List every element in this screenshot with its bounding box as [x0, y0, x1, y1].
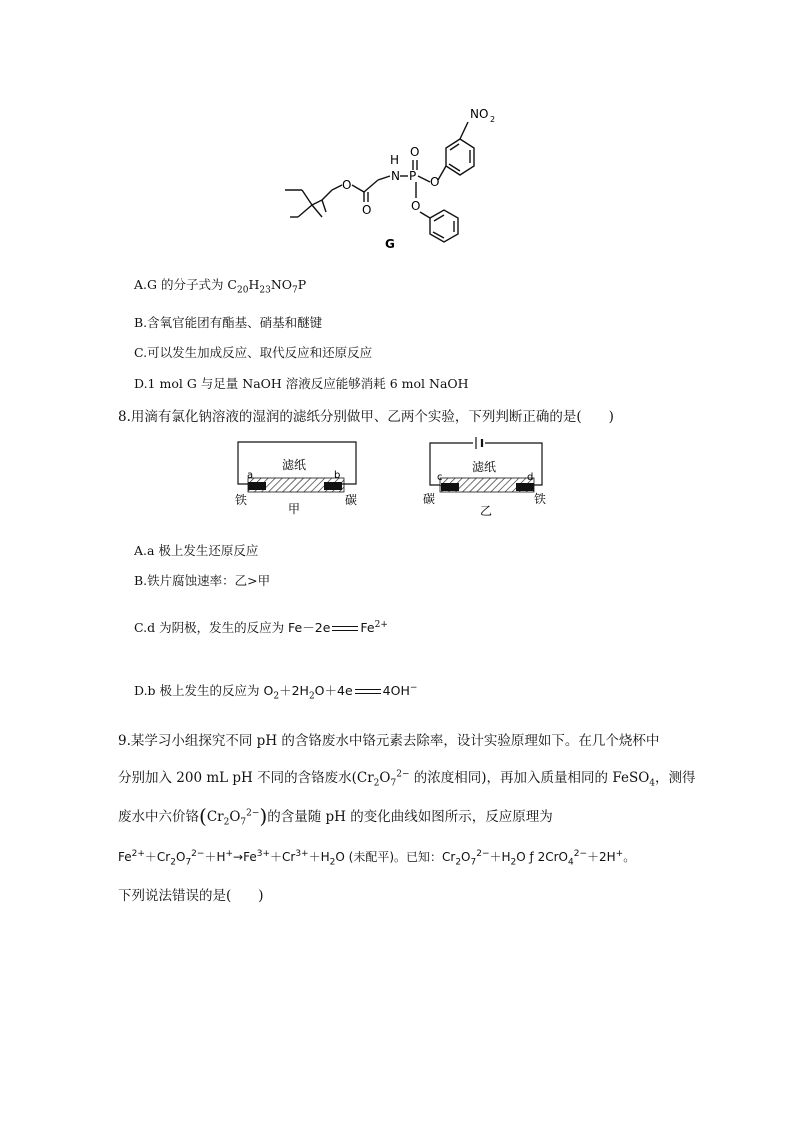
q9-l4-sub5: 7 — [470, 857, 477, 868]
q8-d-eq4: 4OH — [382, 683, 410, 698]
q9-l3-a: 废水中六价铬 — [118, 809, 199, 825]
molecule-name: G — [385, 237, 395, 251]
p-o-phenyl-label: O — [411, 199, 421, 213]
q8-c-eq2: Fe — [360, 620, 375, 635]
q7-a-h: H — [248, 277, 260, 292]
q8-d-s1: 2 — [273, 691, 280, 702]
q9-l4-m: 。 — [623, 850, 636, 864]
nh-n-label: N — [391, 169, 400, 183]
q9-l3-b: 的含量随 pH 的变化曲线如图所示，反应原理为 — [267, 809, 553, 825]
q8-diagram-yi — [420, 435, 555, 520]
carbonyl-o-label: O — [362, 203, 372, 217]
q9-l4-sup5: 3+ — [295, 849, 309, 859]
jia-electrode-b: b — [334, 470, 341, 481]
q9-l4-k: O ƒ 2CrO — [516, 850, 568, 864]
jia-name: 甲 — [288, 502, 301, 516]
jia-electrode-a: a — [247, 470, 254, 481]
q8-option-c — [134, 618, 388, 636]
jia-paper-label: 滤纸 — [282, 458, 307, 472]
nitro-label: NO — [470, 107, 489, 121]
q9-l4-i: O — [461, 850, 471, 864]
jia-right-metal: 碳 — [345, 493, 358, 507]
q7-a-sub2: 23 — [259, 285, 271, 296]
q7-option-c: C.可以发生加成反应、取代反应和还原反应 — [134, 345, 373, 360]
q9-l2-a: 分别加入 200 mL pH 不同的含铬废水(Cr — [118, 770, 374, 786]
q9-line-3 — [118, 804, 553, 828]
q9-line-2 — [118, 766, 696, 789]
q8-c-eq: Fe－2e — [288, 620, 331, 635]
q9-l3-cr: Cr — [206, 809, 224, 825]
q7-a-no: NO — [270, 277, 292, 292]
q8-c-sup: 2+ — [374, 619, 388, 630]
ester-o-label: O — [342, 178, 352, 192]
q9-l3-paren-close: ) — [259, 804, 268, 828]
p-o-aryl-label: O — [430, 175, 440, 189]
q9-l2-b: O — [379, 770, 391, 786]
yi-paper-label: 滤纸 — [472, 460, 497, 474]
q9-l3-sub7: 7 — [240, 817, 247, 828]
q9-l2-sup: 2− — [396, 769, 410, 780]
q8-option-b: B.铁片腐蚀速率：乙>甲 — [134, 573, 271, 588]
q9-l4-h: O (未配平)。已知：Cr — [335, 850, 456, 864]
q9-l4-sup6: 2− — [476, 849, 490, 859]
q9-l4-sup7: 2− — [573, 849, 587, 859]
p-oxo-label: O — [410, 145, 420, 159]
phosphorus-label: P — [409, 169, 417, 183]
q9-line-5: 下列说法错误的是( ) — [118, 888, 264, 904]
q9-l4-sup2: 2− — [191, 849, 205, 859]
q8-d-eq2: ＋2H — [279, 683, 309, 698]
q8-d-text: D.b 极上发生的反应为 — [134, 683, 264, 698]
q9-reaction-line — [118, 848, 636, 868]
nh-h-label: H — [390, 153, 400, 167]
q8-diagram-jia — [230, 438, 360, 518]
q9-l4-sub6: 2 — [510, 857, 517, 868]
q9-l4-sub7: 4 — [567, 857, 574, 868]
q7-option-a — [134, 275, 307, 296]
q9-l4-sub1: 2 — [170, 857, 176, 868]
q8-d-s2: 2 — [308, 691, 315, 702]
q7-option-d: D.1 mol G 与足量 NaOH 溶液反应能够消耗 6 mol NaOH — [134, 376, 469, 391]
q9-l4-sub4: 2 — [455, 857, 462, 868]
q9-l4-j: ＋H — [489, 850, 511, 864]
q7-option-b: B.含氧官能团有酯基、硝基和醚键 — [134, 315, 323, 330]
q9-l4-l: ＋2H — [587, 850, 616, 864]
q9-l4-sup4: 3+ — [256, 849, 270, 859]
q9-l4-f: ＋Cr — [270, 850, 296, 864]
yi-right-metal: 铁 — [534, 492, 547, 506]
q9-l4-sup1: 2+ — [131, 849, 145, 859]
q9-line-1: 9.某学习小组探究不同 pH 的含铬废水中铬元素去除率，设计实验原理如下。在几个烧杯中 — [118, 733, 660, 749]
q9-l4-g: ＋H — [308, 850, 330, 864]
q8-d-sup: − — [409, 682, 418, 693]
q9-l4-e: →Fe — [233, 850, 257, 864]
q9-l2-sub-2: 2 — [373, 778, 380, 789]
q9-l3-sub2: 2 — [223, 817, 230, 828]
yi-name: 乙 — [480, 504, 493, 518]
q8-c-text: C.d 为阴极，发生的反应为 — [134, 620, 289, 635]
molecule-g-structure — [280, 100, 510, 255]
q9-l2-sub-4: 4 — [649, 778, 656, 789]
q9-l2-d: ，测得 — [655, 770, 696, 786]
q9-l3-o: O — [229, 809, 241, 825]
q7-a-sub1: 20 — [237, 285, 249, 296]
q9-l4-sub2: 7 — [185, 857, 192, 868]
q8-stem: 8.用滴有氯化钠溶液的湿润的滤纸分别做甲、乙两个实验，下列判断正确的是( ) — [118, 409, 614, 425]
q8-d-eq1: O — [263, 683, 274, 698]
q7-a-text: A.G 的分子式为 C — [134, 277, 237, 292]
q9-l4-sub3: 2 — [329, 857, 336, 868]
q8-option-d — [134, 681, 418, 702]
nitro-subscript: 2 — [490, 115, 496, 124]
q8-d-eq3: O＋4e — [314, 683, 353, 698]
q8-c-double-line — [332, 626, 358, 631]
q9-l2-c: 的浓度相同)，再加入质量相同的 FeSO — [409, 770, 650, 786]
q9-l3-paren: ( — [199, 804, 207, 828]
q8-d-double-line — [355, 689, 381, 694]
q8-option-a: A.a 极上发生还原反应 — [134, 543, 259, 558]
q7-a-p: P — [297, 277, 307, 292]
jia-left-metal: 铁 — [235, 493, 248, 507]
q9-l4-a: Fe — [118, 850, 132, 864]
yi-electrode-d: d — [527, 472, 534, 483]
yi-left-metal: 碳 — [423, 492, 436, 506]
q9-l3-sup: 2− — [246, 808, 260, 819]
q9-l2-sub-7: 7 — [390, 778, 397, 789]
q7-a-sub3: 7 — [292, 285, 298, 296]
q9-l4-d: ＋H — [204, 850, 226, 864]
q9-l4-c: O — [175, 850, 186, 864]
q9-l4-b: ＋Cr — [144, 850, 171, 864]
q9-l4-sup3: + — [225, 849, 234, 859]
q9-l4-sup8: + — [615, 849, 624, 859]
yi-electrode-c: c — [437, 472, 443, 483]
